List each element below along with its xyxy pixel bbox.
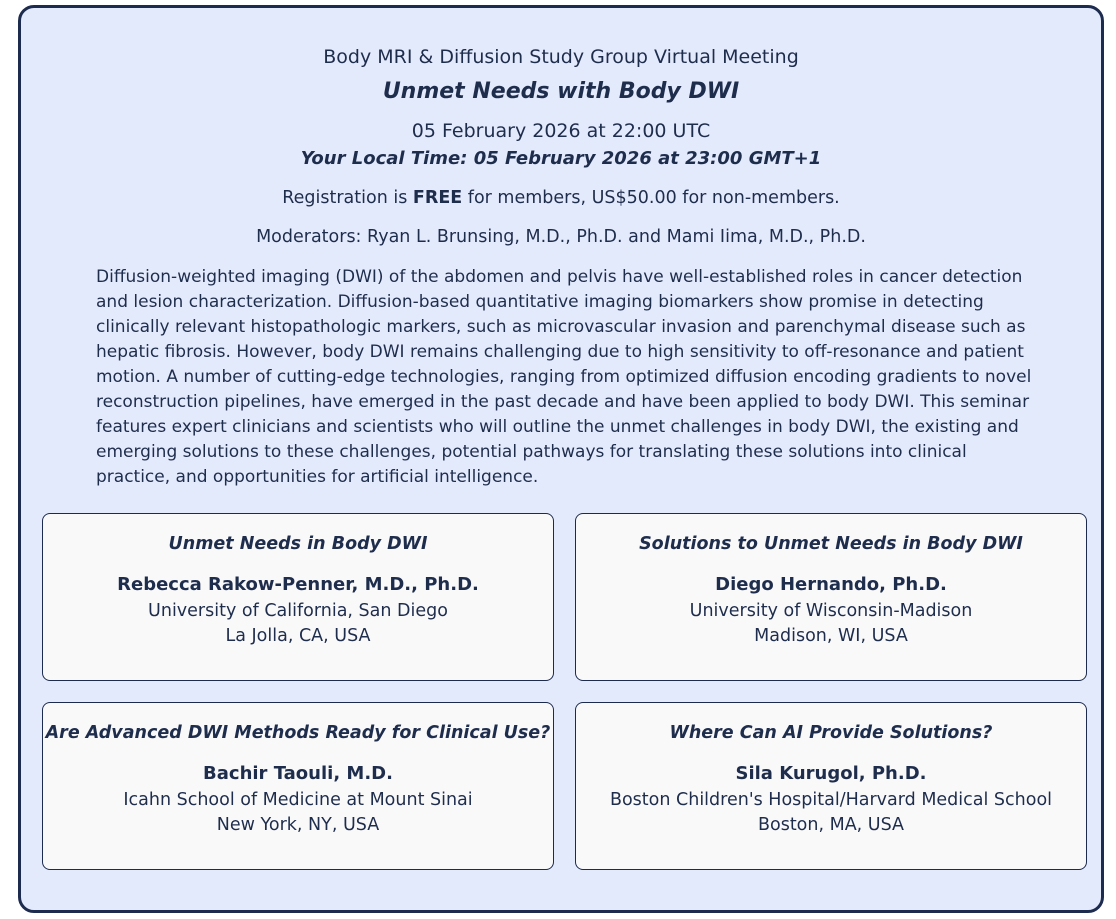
speaker-location: La Jolla, CA, USA (225, 626, 371, 646)
meeting-title: Unmet Needs with Body DWI (382, 79, 740, 104)
talk-card (575, 702, 1087, 870)
talk-card (42, 702, 554, 870)
talk-title: Solutions to Unmet Needs in Body DWI (639, 534, 1023, 554)
speaker-location: Boston, MA, USA (757, 815, 905, 835)
event-panel (18, 5, 1104, 913)
moderators: Moderators: Ryan L. Brunsing, M.D., Ph.D. and Mami Iima, M.D., Ph.D. (256, 227, 866, 247)
talk-card (42, 513, 554, 681)
meeting-datetime: 05 February 2026 at 22:00 UTC (411, 120, 711, 142)
speaker-institution: University of California, San Diego (148, 601, 448, 621)
speaker-name: Bachir Taouli, M.D. (203, 763, 393, 784)
registration-prefix: Registration is (282, 188, 413, 208)
speaker-location: Madison, WI, USA (754, 626, 908, 646)
talk-title: Are Advanced DWI Methods Ready for Clinical Use? (45, 723, 551, 743)
speaker-name: Rebecca Rakow-Penner, M.D., Ph.D. (117, 574, 479, 595)
speaker-institution: Icahn School of Medicine at Mount Sinai (123, 790, 473, 810)
local-time: Your Local Time: 05 February 2026 at 23:00 GMT+1 (300, 148, 822, 169)
registration-suffix: for members, US$50.00 for non-members. (462, 188, 840, 208)
meeting-series: Body MRI & Diffusion Study Group Virtual Meeting (323, 46, 799, 68)
speaker-location: New York, NY, USA (216, 815, 380, 835)
talk-title: Where Can AI Provide Solutions? (669, 723, 993, 743)
speaker-institution: Boston Children's Hospital/Harvard Medical School (609, 790, 1053, 810)
speaker-institution: University of Wisconsin-Madison (689, 601, 973, 621)
talk-title: Unmet Needs in Body DWI (168, 534, 428, 554)
registration-info (21, 188, 1101, 208)
talk-card (575, 513, 1087, 681)
registration-free: FREE (412, 188, 463, 208)
speaker-name: Sila Kurugol, Ph.D. (735, 763, 927, 784)
speaker-name: Diego Hernando, Ph.D. (715, 574, 947, 595)
abstract: Diffusion-weighted imaging (DWI) of the abdomen and pelvis have well-established roles in cancer detection and lesion characterization. Diffusion-based quantitative imaging biomarkers show promise in detecting clinically relevant histopathologic markers, such as microvascular invasion and parenchymal disease such as hepatic fibrosis. However, body DWI remains challenging due to high sensitivity to off-resonance and patient motion. A number of cutting-edge technologies, ranging from optimized diffusion encoding gradients to novel reconstruction pipelines, have emerged in the past decade and have been applied to body DWI. This seminar features expert clinicians and scientists who will outline the unmet challenges in body DWI, the existing and emerging solutions to these challenges, potential pathways for translating these solutions into clinical practice, and opportunities for artificial intelligence. (96, 267, 1032, 487)
